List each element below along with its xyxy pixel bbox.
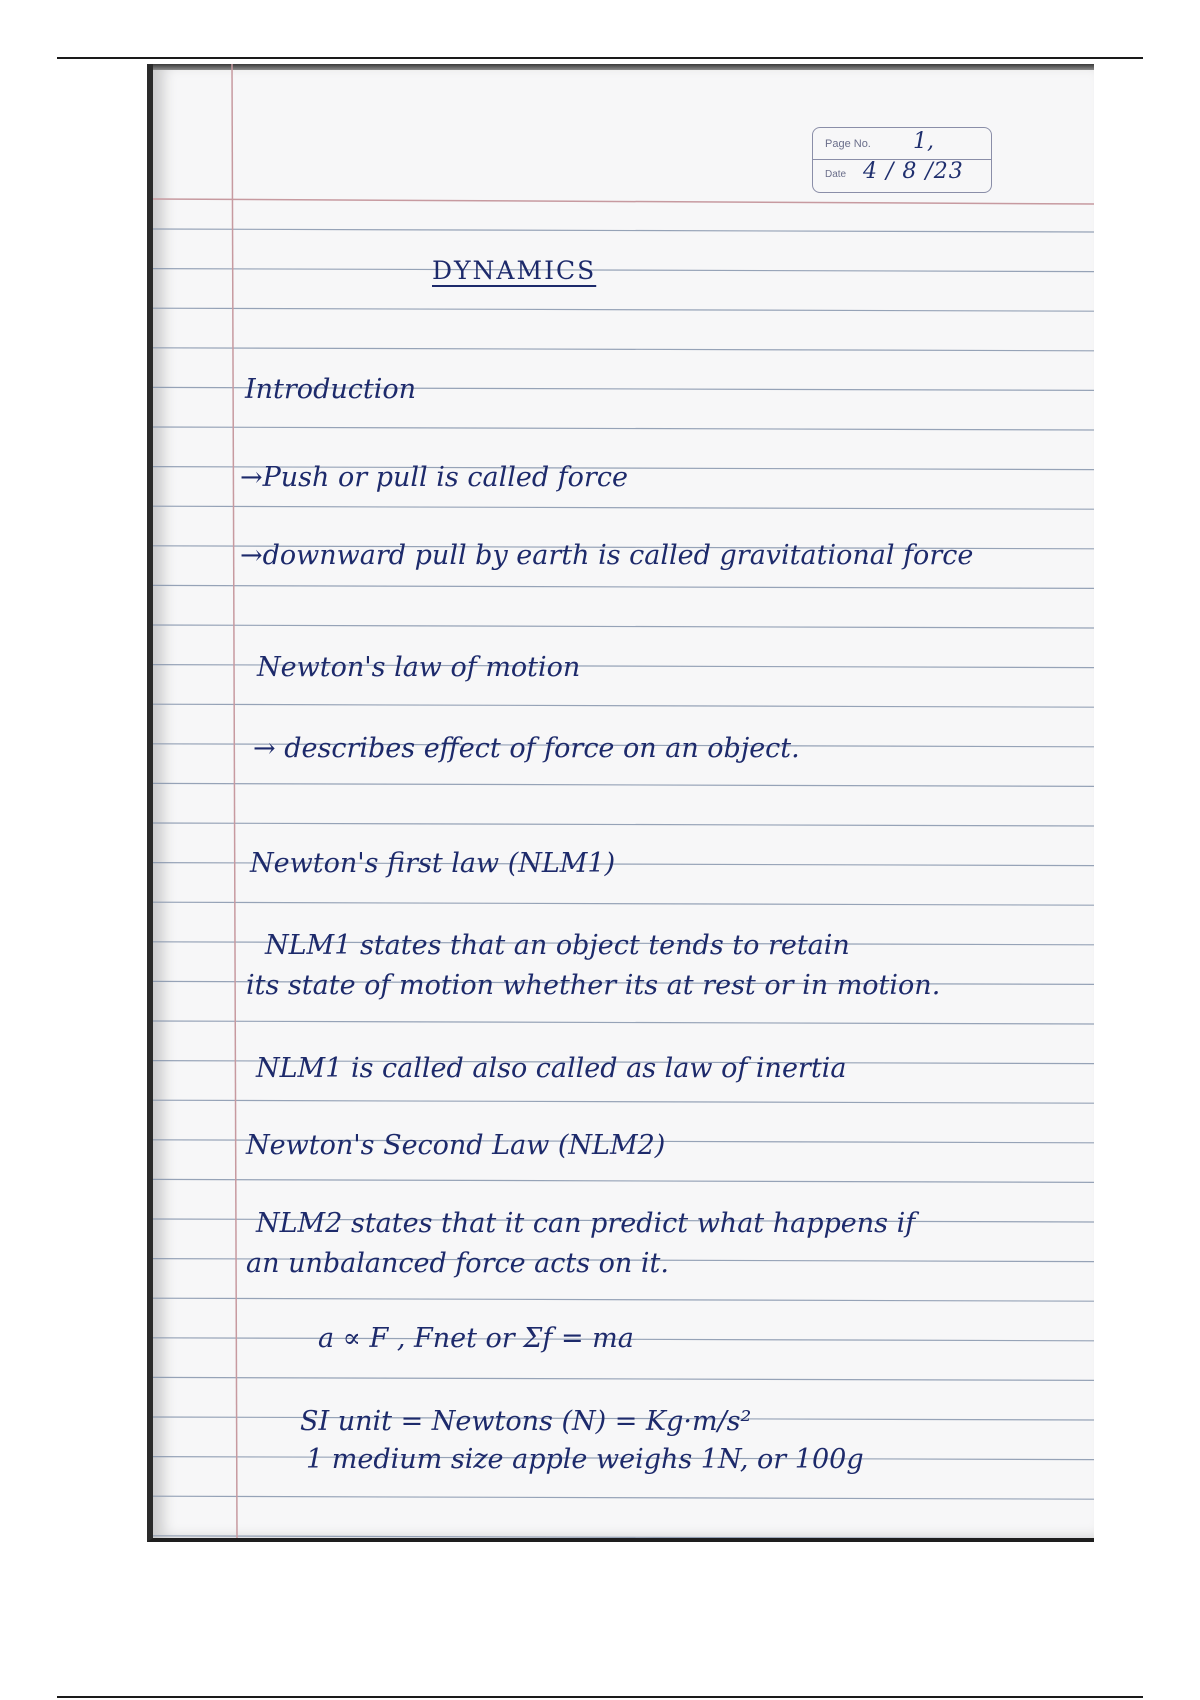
ruled-line xyxy=(153,1298,1094,1301)
page-no-label: Page No. xyxy=(825,138,871,150)
ruled-line xyxy=(153,625,1094,628)
ruled-line xyxy=(153,1021,1094,1024)
ruled-line xyxy=(153,704,1094,707)
page-title: DYNAMICS xyxy=(432,256,597,285)
section-heading: Newton's law of motion xyxy=(257,652,581,683)
section-heading: Newton's first law (NLM1) xyxy=(250,848,616,879)
bottom-rule xyxy=(57,1696,1143,1698)
note-line: →Push or pull is called force xyxy=(240,462,628,493)
note-line: 1 medium size apple weighs 1N, or 100g xyxy=(306,1444,864,1475)
ruled-line xyxy=(153,1377,1094,1380)
ruled-line xyxy=(153,823,1094,826)
page-date-box xyxy=(812,127,992,193)
notebook-page xyxy=(147,64,1094,1542)
ruled-line xyxy=(153,902,1094,905)
ruled-line xyxy=(153,1100,1094,1103)
ruled-line xyxy=(153,1179,1094,1182)
date-label: Date xyxy=(825,169,847,180)
formula-line: SI unit = Newtons (N) = Kg·m/s² xyxy=(300,1406,752,1437)
ruled-lines xyxy=(153,64,1094,1538)
ruled-line xyxy=(153,308,1094,311)
ruled-line xyxy=(153,1536,1094,1538)
top-rule xyxy=(57,57,1143,59)
page-no-value: 1, xyxy=(913,129,934,154)
note-line: →downward pull by earth is called gravitational force xyxy=(240,540,974,571)
margin-line xyxy=(232,64,237,1538)
ruled-line xyxy=(153,427,1094,430)
note-line: NLM2 states that it can predict what happens if xyxy=(256,1208,916,1239)
ruled-line xyxy=(153,506,1094,509)
note-line: NLM1 is called also called as law of inertia xyxy=(256,1053,847,1084)
ruled-line xyxy=(153,783,1094,786)
section-heading: Introduction xyxy=(245,374,416,405)
note-line: → describes effect of force on an object. xyxy=(253,733,800,764)
ruled-line xyxy=(153,269,1094,272)
ruled-line xyxy=(153,348,1094,351)
ruled-line xyxy=(153,585,1094,588)
section-heading: Newton's Second Law (NLM2) xyxy=(246,1130,666,1161)
ruled-line xyxy=(153,229,1094,232)
note-line: an unbalanced force acts on it. xyxy=(246,1248,669,1279)
ruled-line xyxy=(153,1496,1094,1499)
note-line: its state of motion whether its at rest or in motion. xyxy=(246,970,941,1001)
date-value: 4 / 8 /23 xyxy=(863,159,964,184)
note-line: NLM1 states that an object tends to retain xyxy=(265,930,850,961)
header-line xyxy=(153,199,1094,204)
formula-line: a ∝ F , Fnet or Σf = ma xyxy=(318,1323,634,1354)
